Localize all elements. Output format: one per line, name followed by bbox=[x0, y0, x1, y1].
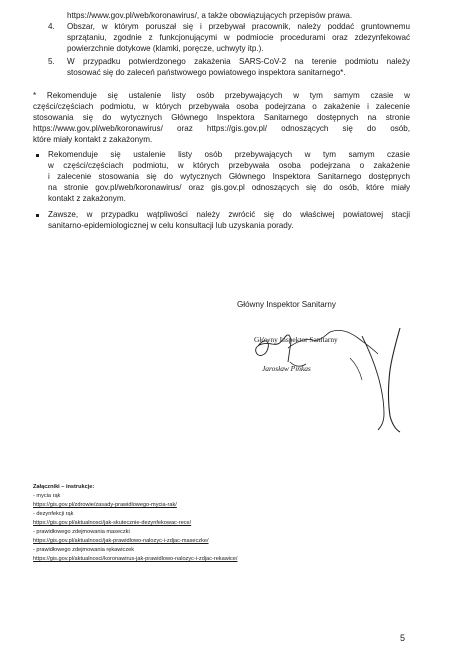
list-item-4-line-1: Obszar, w którym poruszał się i przebywał pracownik, należy poddać gruntownemu bbox=[67, 22, 410, 31]
list-item-5-line-1: W przypadku potwierdzonego zakażenia SARS-CoV-2 na terenie podmiotu należy bbox=[67, 57, 410, 66]
bullet-2-line-1: Zawsze, w przypadku wątpliwości należy zwrócić się do właściwej powiatowej stacji bbox=[48, 210, 410, 219]
footnote-line-4: https://www.gov.pl/web/koronawirus/ oraz https://gis.gov.pl/ odnoszących się do osób, bbox=[33, 124, 410, 133]
footnote-line-2: części/częściach podmiotu, w których przebywała osoba podejrzana o zakażenie i zalecenie bbox=[33, 102, 410, 111]
bullet-1-line-5: kontakt z zakażonym. bbox=[48, 194, 126, 203]
attachment-link[interactable]: https://gis.gov.pl/zdrowie/zasady-prawidlowego-mycia-rak/ bbox=[33, 502, 177, 508]
stamp-title: Główny Inspektor Sanitarny bbox=[254, 335, 338, 344]
attachment-link[interactable]: https://gis.gov.pl/aktualnosci/koronawirus-jak-prawidlowo-nalozyc-i-zdjac-rekawice/ bbox=[33, 556, 238, 562]
bullet-1-line-2: w części/częściach podmiotu, w których przebywała osoba podejrzana o zakażenie bbox=[48, 161, 410, 170]
list-item-4-line-3: powierzchnie dotykowe (klamki, poręcze, uchwyty itp.). bbox=[67, 44, 264, 53]
bullet-1-line-1: Rekomenduje się ustalenie listy osób przebywających w tym samym czasie bbox=[48, 150, 410, 159]
attachment-label: - mycia rąk bbox=[33, 493, 61, 499]
bullet-1-line-4: na stronie gov.pl/web/koronawirus/ oraz gis.gov.pl odnoszących się do osób, które miały bbox=[48, 183, 410, 192]
footnote-line-3: stosowania się do wytycznych Głównego Inspektora Sanitarnego dostępnych na stronie bbox=[33, 113, 410, 122]
list-item-4-line-2: sprzątaniu, zgodnie z funkcjonującymi w podmiocie procedurami oraz zdezynfekować bbox=[67, 33, 410, 42]
attachment-link[interactable]: https://gis.gov.pl/aktualnosci/jak-skutecznie-dezynfekowac-rece/ bbox=[33, 520, 192, 526]
list-item-5-line-2: stosować się do zaleceń państwowego powiatowego inspektora sanitarnego*. bbox=[67, 68, 346, 77]
bullet-1-line-3: i zalecenie stosowania się do wytycznych Głównego Inspektora Sanitarnego dostępnych bbox=[48, 172, 410, 181]
attachments-heading: Załączniki – instrukcje: bbox=[33, 484, 95, 490]
bullet-marker bbox=[36, 154, 39, 157]
attachment-link[interactable]: https://gis.gov.pl/aktualnosci/jak-prawidlowo-nalozyc-i-zdjac-maseczke/ bbox=[33, 538, 209, 544]
attachment-label: - dezynfekcji rąk bbox=[33, 511, 74, 517]
bullet-marker bbox=[36, 214, 39, 217]
footnote-line-5: które miały kontakt z zakażonym. bbox=[33, 135, 153, 144]
bullet-2-line-2: sanitarno-epidemiologicznej w celu konsultacji lub uzyskania porady. bbox=[48, 221, 294, 230]
page-number: 5 bbox=[400, 633, 406, 643]
list-item-5-number: 5. bbox=[48, 57, 55, 66]
attachment-label: - prawidłowego zdejmowania maseczki bbox=[33, 529, 130, 535]
handwritten-signature bbox=[250, 318, 410, 433]
attachment-label: - prawidłowego zdejmowania rękawiczek bbox=[33, 547, 135, 553]
footnote-line-1: * Rekomenduje się ustalenie listy osób przebywających w tym samym czasie w bbox=[33, 91, 410, 100]
list-item-3-tail: https://www.gov.pl/web/koronawirus/, a także obowiązujących przepisów prawa. bbox=[67, 11, 353, 20]
stamp-name: Jarosław Pinkas bbox=[262, 364, 311, 373]
list-item-4-number: 4. bbox=[48, 22, 55, 31]
signatory-title: Główny Inspektor Sanitarny bbox=[237, 300, 336, 309]
